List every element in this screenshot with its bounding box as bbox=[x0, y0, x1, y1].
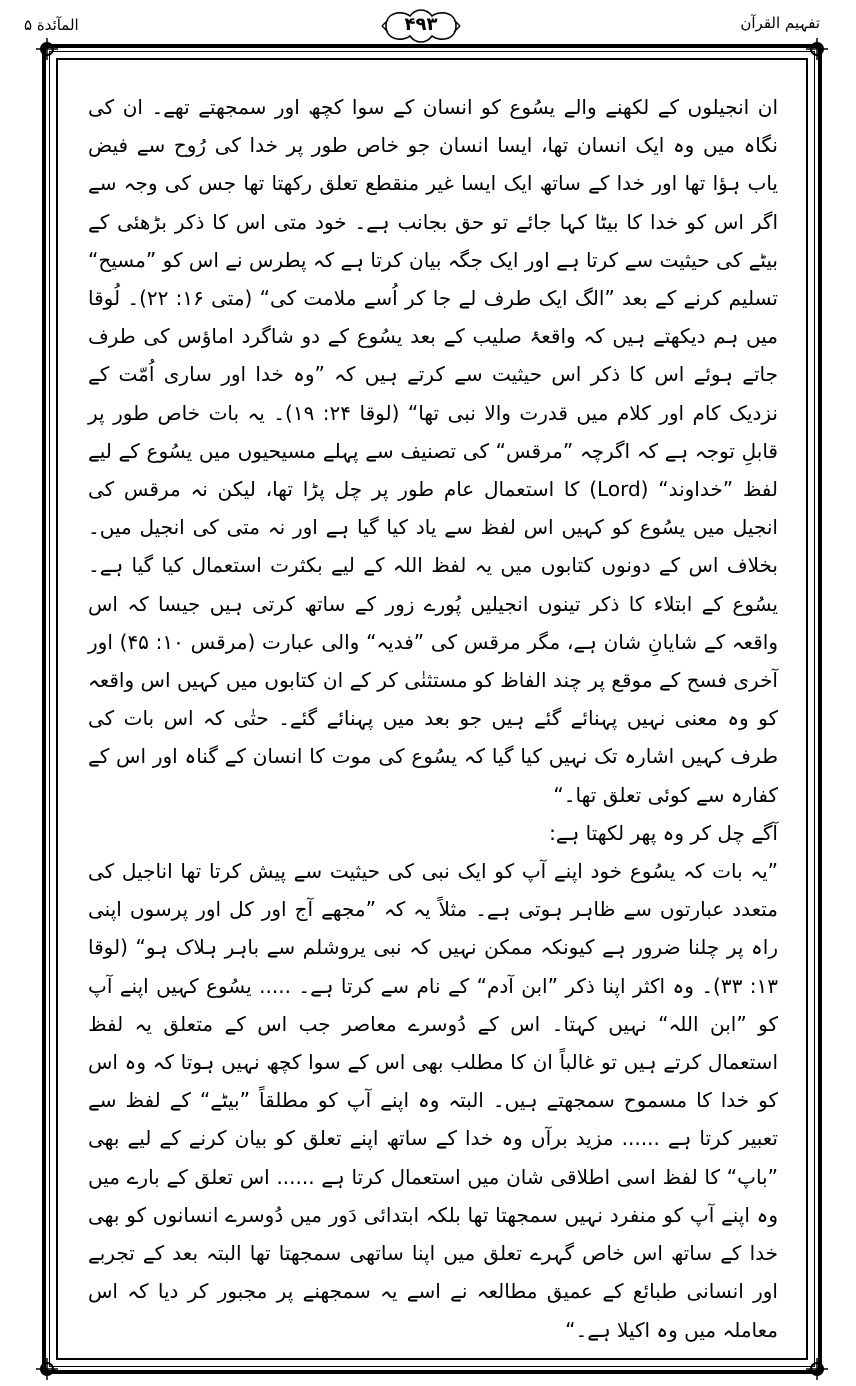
paragraph-intro: آگے چل کر وہ پھر لکھتا ہے: bbox=[549, 820, 778, 845]
corner-ornament-icon bbox=[804, 1356, 830, 1382]
corner-ornament-icon bbox=[804, 36, 830, 62]
corner-ornament-icon bbox=[34, 1356, 60, 1382]
book-title: تفہیم القرآن bbox=[740, 14, 820, 32]
paragraph-quote-continued: ان انجیلوں کے لکھنے والے یسُوع کو انسان کے سوا کچھ اور سمجھتے تھے۔ ان کی نگاہ میں وہ ایک انسان تھا، ایسا انسان جو خاص طور پر خدا کی رُوح سے فیض یاب ہؤا تھا اور خدا کے ساتھ ایک ایسا غیر منقطع تعلق رکھتا تھا جس کی وجہ سے اگر اس کو خدا کا بیٹا کہا جائے تو حق بجانب ہے۔ خود متی اس کا ذکر بڑھئی کے بیٹے کی حیثیت سے کرتا ہے اور ایک جگہ بیان کرتا ہے کہ پطرس نے اس کو ”مسیح“ تسلیم کرنے کے بعد ”الگ ایک طرف لے جا کر اُسے ملامت کی“ (متی ۱۶: ۲۲)۔ لُوقا میں ہم دیکھتے ہیں کہ واقعۂ صلیب کے بعد یسُوع کے دو شاگرد اماؤس کی طرف جاتے ہوئے اس کا ذکر اس حیثیت سے کرتے ہیں کہ ”وہ خدا اور ساری اُمّت کے نزدیک کام اور کلام میں قدرت والا نبی تھا“ (لوقا ۲۴: ۱۹)۔ یہ بات خاص طور پر قابلِ توجہ ہے کہ اگرچہ ”مرقس“ کی تصنیف سے پہلے مسیحیوں میں یسُوع کے لیے لفظ ”خداوند“ (Lord) کا استعمال عام طور پر چل پڑا تھا، لیکن نہ مرقس کی انجیل میں یسُوع کو کہیں اس لفظ سے یاد کیا گیا ہے اور نہ متی کی انجیل میں۔ بخلاف اس کے دونوں کتابوں میں یہ لفظ اللہ کے لیے بکثرت استعمال کیا گیا ہے۔ یسُوع کے ابتلاء کا ذکر تینوں انجیلیں پُورے زور کے ساتھ کرتی ہیں جیسا کہ اس واقعہ کے شایانِ شان ہے، مگر مرقس کی ”فدیہ“ والی عبارت (مرقس ۱۰: ۴۵) اور آخری فسح کے موقع پر چند الفاظ کو مستثنٰی کر کے ان کتابوں میں کہیں اس واقعہ کو وہ معنی نہیں پہنائے گئے ہیں جو بعد میں پہنائے گئے۔ حتٰی کہ اس بات کی طرف کہیں اشارہ تک نہیں کیا گیا کہ یسُوع کی موت کا انسان کے گناہ اور اس کے کفارہ سے کوئی تعلق تھا۔“ bbox=[88, 95, 779, 807]
surah-name: المآئدة ۵ bbox=[24, 16, 79, 34]
page-body bbox=[88, 88, 778, 1349]
corner-ornament-icon bbox=[34, 36, 60, 62]
page-number-ornament bbox=[380, 6, 462, 46]
paragraph-quote: ”یہ بات کہ یسُوع خود اپنے آپ کو ایک نبی کی حیثیت سے پیش کرتا تھا اناجیل کی متعدد عبارتوں سے ظاہر ہوتی ہے۔ مثلاً یہ کہ ”مجھے آج اور کل اور پرسوں اپنی راہ پر چلنا ضرور ہے کیونکہ ممکن نہیں کہ نبی یروشلم سے باہر ہلاک ہو“ (لوقا ۱۳: ۳۳)۔ وہ اکثر اپنا ذکر ”ابن آدم“ کے نام سے کرتا ہے۔ ..... یسُوع کہیں اپنے آپ کو ”ابن اللہ“ نہیں کہتا۔ اس کے دُوسرے معاصر جب اس کے متعلق یہ لفظ استعمال کرتے ہیں تو غالباً ان کا مطلب بھی اس کے سوا کچھ نہیں ہوتا کہ وہ اس کو خدا کا مسموح سمجھتے ہیں۔ البتہ وہ اپنے آپ کو مطلقاً ”بیٹے“ کے لفظ سے تعبیر کرتا ہے ...... مزید برآں وہ خدا کے ساتھ اپنے تعلق کو بیان کرنے کے لیے بھی ”باپ“ کا لفظ اسی اطلاقی شان میں استعمال کرتا ہے ...... اس تعلق کے بارے میں وہ اپنے آپ کو منفرد نہیں سمجھتا تھا بلکہ ابتدائی دَور میں دُوسرے انسانوں کو بھی خدا کے ساتھ اس خاص گہرے تعلق میں اپنا ساتھی سمجھتا تھا البتہ بعد کے تجربے اور انسانی طبائع کے عمیق مطالعہ نے اسے یہ سمجھنے پر مجبور کر دیا کہ اس معاملہ میں وہ اکیلا ہے۔“ bbox=[88, 859, 778, 1342]
running-head bbox=[0, 6, 856, 46]
page-number: ۴۹۳ bbox=[404, 14, 438, 35]
